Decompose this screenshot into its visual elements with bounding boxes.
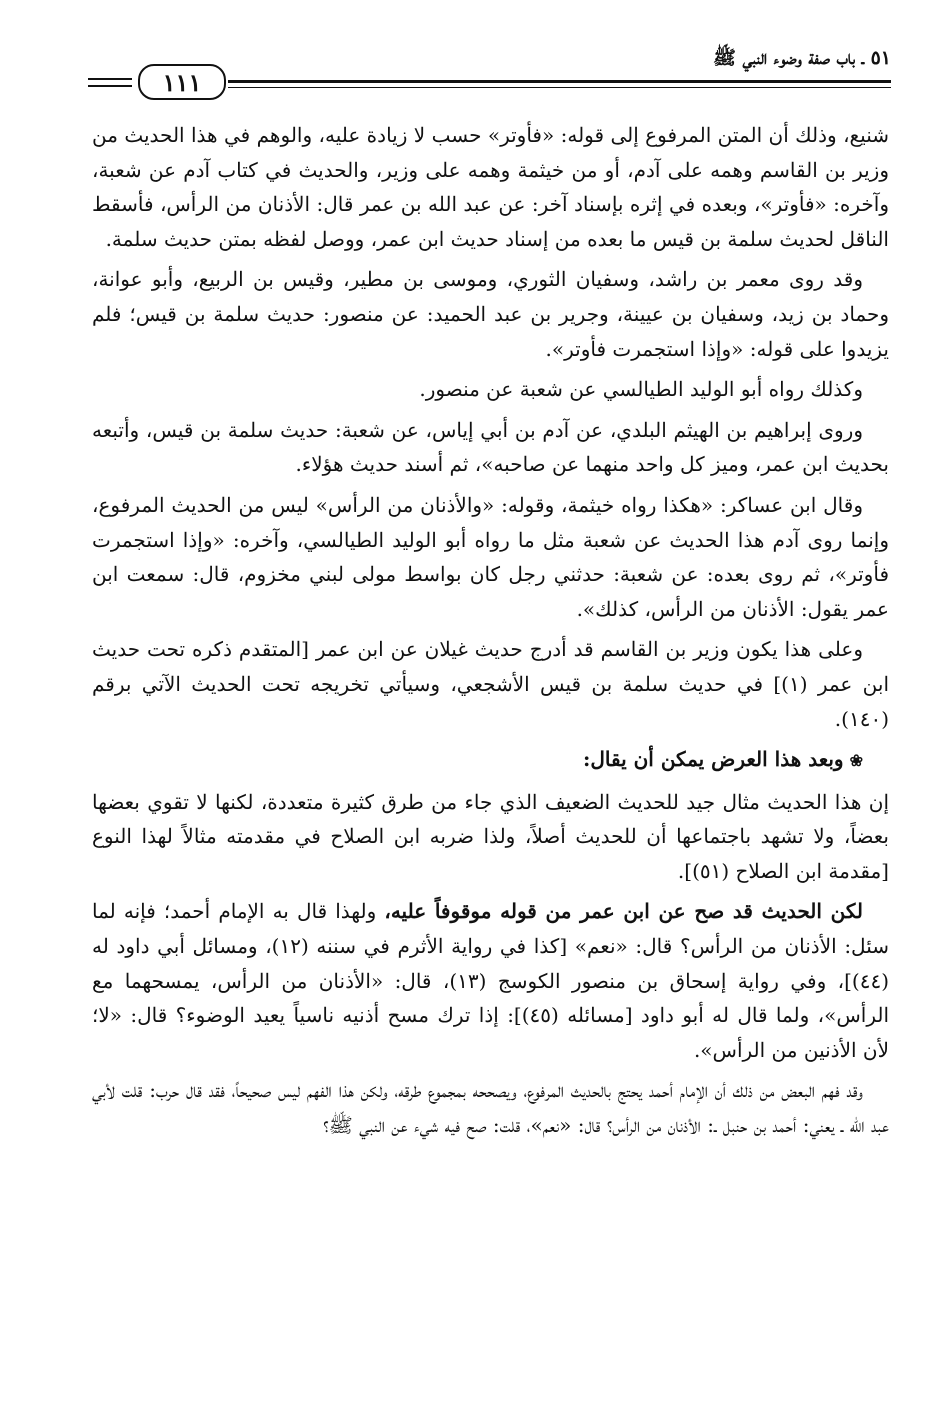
paragraph: إن هذا الحديث مثال جيد للحديث الضعيف الذي جاء من طرق كثيرة متعددة، لكنها لا تقوي بعضها بعضاً، ولا تشهد باجتماعها أن للحديث أصلاً، ولذا ضربه ابن الصلاح في مقدمته مثالاً لهذا النوع [مقدمة ابن الصلاح (٥١)]. xyxy=(92,789,889,883)
paragraph: وروى إبراهيم بن الهيثم البلدي، عن آدم بن أبي إياس، عن شعبة: حديث سلمة بن قيس، وأتبعه بحديث ابن عمر، وميز كل واحد منهما عن صاحبه»، ثم أسند حديث هؤلاء. xyxy=(92,417,889,477)
bold-statement: لكن الحديث قد صح عن ابن عمر من قوله موقوفاً عليه، xyxy=(384,899,863,924)
paragraph: وقال ابن عساكر: «هكذا رواه خيثمة، وقوله: «والأذنان من الرأس» ليس من الحديث المرفوع، وإنما روى آدم هذا الحديث عن شعبة مثل ما رواه أبو الوليد الطيالسي، وآخره: «وإذا استجمرت فأوتر»، ثم روى بعده: عن شعبة: حدثني رجل كان بواسط مولى لبني مخزوم، قال: سمعت ابن عمر يقول: الأذنان من الرأس، كذلك». xyxy=(92,492,889,621)
section-heading-text: وبعد هذا العرض يمكن أن يقال: xyxy=(582,747,844,772)
section-heading xyxy=(92,742,889,779)
paragraph xyxy=(92,894,889,1067)
paragraph: وقد روى معمر بن راشد، وسفيان الثوري، وموسى بن مطير، وقيس بن الربيع، وأبو عوانة، وحماد بن زيد، وسفيان بن عيينة، وجرير بن عبد الحميد: عن منصور: حديث سلمة بن قيس؛ فلم يزيدوا على قوله: «وإذا استجمرت فأوتر». xyxy=(92,267,889,361)
header-rule xyxy=(88,85,132,87)
page-header xyxy=(88,44,891,96)
header-rule xyxy=(228,80,891,83)
page-number: ١١١ xyxy=(138,64,226,100)
paragraph: وكذلك رواه أبو الوليد الطيالسي عن شعبة عن منصور. xyxy=(419,377,863,402)
page-body xyxy=(92,118,889,1149)
paragraph: وعلى هذا يكون وزير بن القاسم قد أدرج حديث غيلان عن ابن عمر [المتقدم ذكره تحت حديث ابن عمر (١)] في حديث سلمة بن قيس الأشجعي، وسيأتي تخريجه تحت الحديث الآتي برقم (١٤٠). xyxy=(92,637,889,731)
chapter-title: ٥١ ـ باب صفة وضوء النبي ﷺ xyxy=(712,47,891,69)
header-rule xyxy=(228,87,891,88)
flower-bullet-icon: ❀ xyxy=(849,751,863,771)
paragraph: شنيع، وذلك أن المتن المرفوع إلى قوله: «فأوتر» حسب لا زيادة عليه، والوهم في هذا الحديث من وزير بن القاسم وهمه على آدم، أو من خيثمة وهمه على وزير، والحديث في كتاب آدم عن شعبة، وآخره: «فأوتر»، وبعده في إثره بإسناد آخر: عن عبد الله بن عمر قال: الأذنان من الرأس، فأسقط الناقل لحديث سلمة بن قيس ما بعده من إسناد حديث ابن عمر، ووصل لفظه بمتن حديث سلمة. xyxy=(92,123,889,251)
paragraph-text: ولهذا قال به الإمام أحمد؛ فإنه لما سئل: الأذنان من الرأس؟ قال: «نعم» [كذا في رواية الأثرم في سننه (١٢)، ومسائل أبي داود له (٤٤)]، وفي رواية إسحاق بن منصور الكوسج (١٣)، قال: «الأذنان من الرأس، يمسحهما مع الرأس»، ولما قال له أبو داود [مسائله (٤٥)]: إذا ترك مسح أذنيه ناسياً يعيد الوضوء؟ قال: «لا؛ لأن الأذنين من الرأس». xyxy=(92,899,890,1062)
header-rule xyxy=(88,78,132,80)
paragraph: وقد فهم البعض من ذلك أن الإمام أحمد يحتج بالحديث المرفوع، ويصححه بمجموع طرقه، ولكن هذا الفهم ليس صحيحاً، فقد قال حرب: قلت لأبي عبد الله ـ يعني: أحمد بن حنبل ـ: الأذنان من الرأس؟ قال: «نعم»، قلت: صح فيه شيء عن النبي ﷺ؟ xyxy=(92,1078,889,1138)
